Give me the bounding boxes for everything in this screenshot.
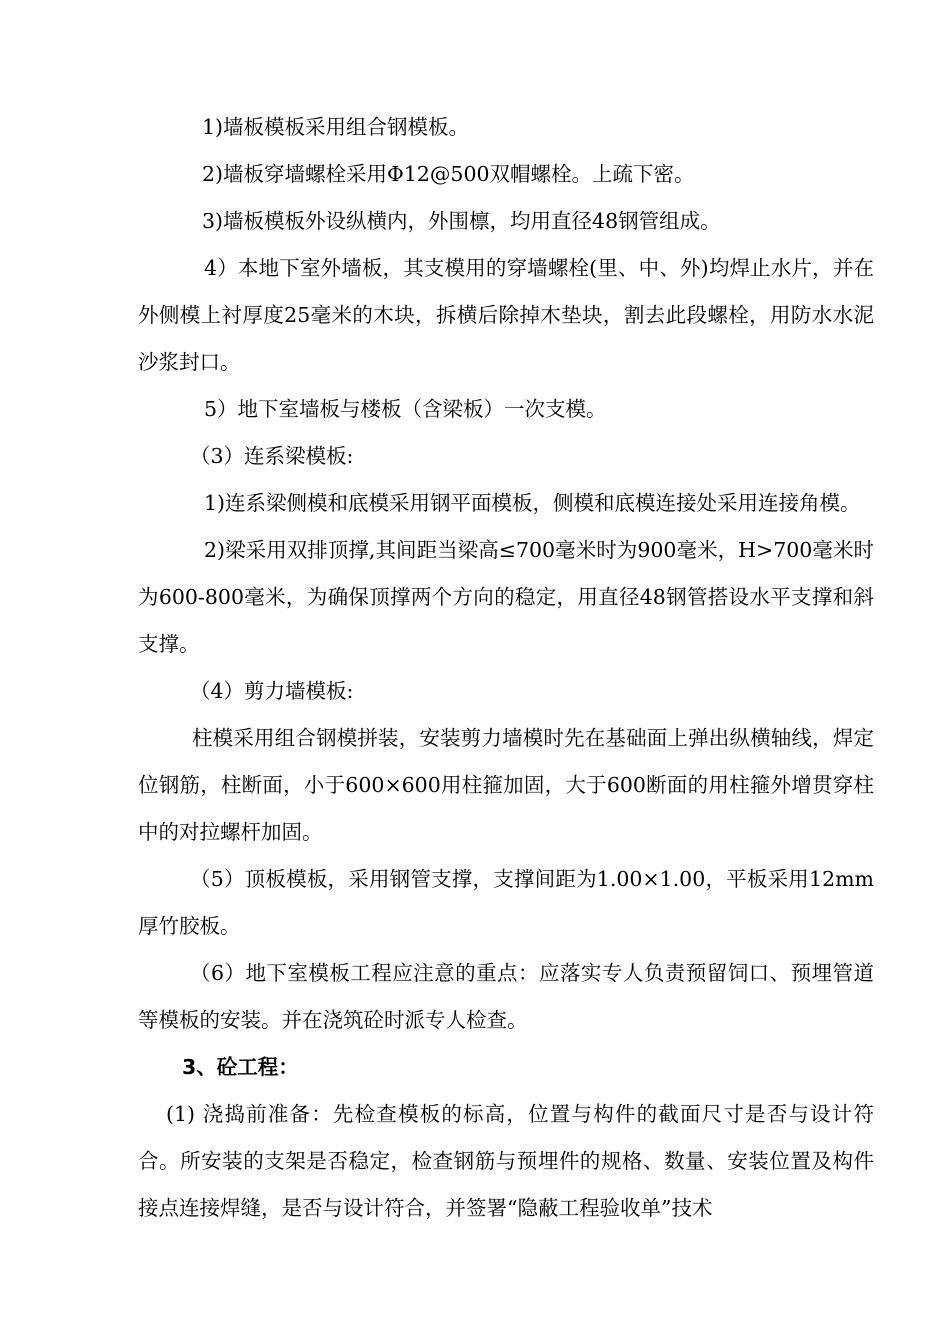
paragraph-pour-preparation: (1) 浇捣前准备：先检查模板的标高，位置与构件的截面尺寸是否与设计符合。所安装的支架是否稳定，检查钢筋与预埋件的规格、数量、安装位置及构件接点连接焊缝，是否与设计符合，并签署“隐蔽工程验收单”技术 xyxy=(138,1102,874,1220)
section-heading-concrete: 3、砼工程： xyxy=(182,1055,299,1079)
paragraph-one-time-formwork: 5）地下室墙板与楼板（含梁板）一次支模。 xyxy=(204,397,607,421)
paragraph-wall-bolts: 2)墙板穿墙螺栓采用Φ12@500双帽螺栓。上疏下密。 xyxy=(202,162,695,186)
paragraph-column-formwork: 柱模采用组合钢模拼装，安装剪力墙模时先在基础面上弹出纵横轴线，焊定位钢筋，柱断面，小于600×600用柱箍加固，大于600断面的用柱箍外增贯穿柱中的对拉螺杆加固。 xyxy=(138,726,874,844)
paragraph-wall-formwork: 1)墙板模板采用组合钢模板。 xyxy=(202,115,470,139)
paragraph-wall-purlins: 3)墙板模板外设纵横内，外围檩，均用直径48钢管组成。 xyxy=(202,209,721,233)
paragraph-basement-exterior-wall: 4）本地下室外墙板，其支模用的穿墙螺栓(里、中、外)均焊止水片，并在外侧模上衬厚度25毫米的木块，拆横后除掉木垫块，割去此段螺栓，用防水水泥沙浆封口。 xyxy=(138,256,874,374)
paragraph-tie-beam-side-form: 1)连系梁侧模和底模采用钢平面模板，侧模和底模连接处采用连接角模。 xyxy=(204,491,861,515)
section-heading-tie-beam: （3）连系梁模板: xyxy=(190,444,354,468)
paragraph-beam-props: 2)梁采用双排顶撑,其间距当梁高≤700毫米时为900毫米，H>700毫米时为600-800毫米，为确保顶撑两个方向的稳定，用直径48钢管搭设水平支撑和斜支撑。 xyxy=(138,538,874,656)
paragraph-formwork-key-points: （6）地下室模板工程应注意的重点：应落实专人负责预留饲口、预埋管道等模板的安装。并在浇筑砼时派专人检查。 xyxy=(138,961,874,1032)
section-heading-shear-wall: （4）剪力墙模板: xyxy=(190,679,354,703)
paragraph-roof-slab-formwork: （5）顶板模板，采用钢管支撑，支撑间距为1.00×1.00，平板采用12mm厚竹胶板。 xyxy=(138,867,874,938)
document-body xyxy=(138,104,874,1232)
